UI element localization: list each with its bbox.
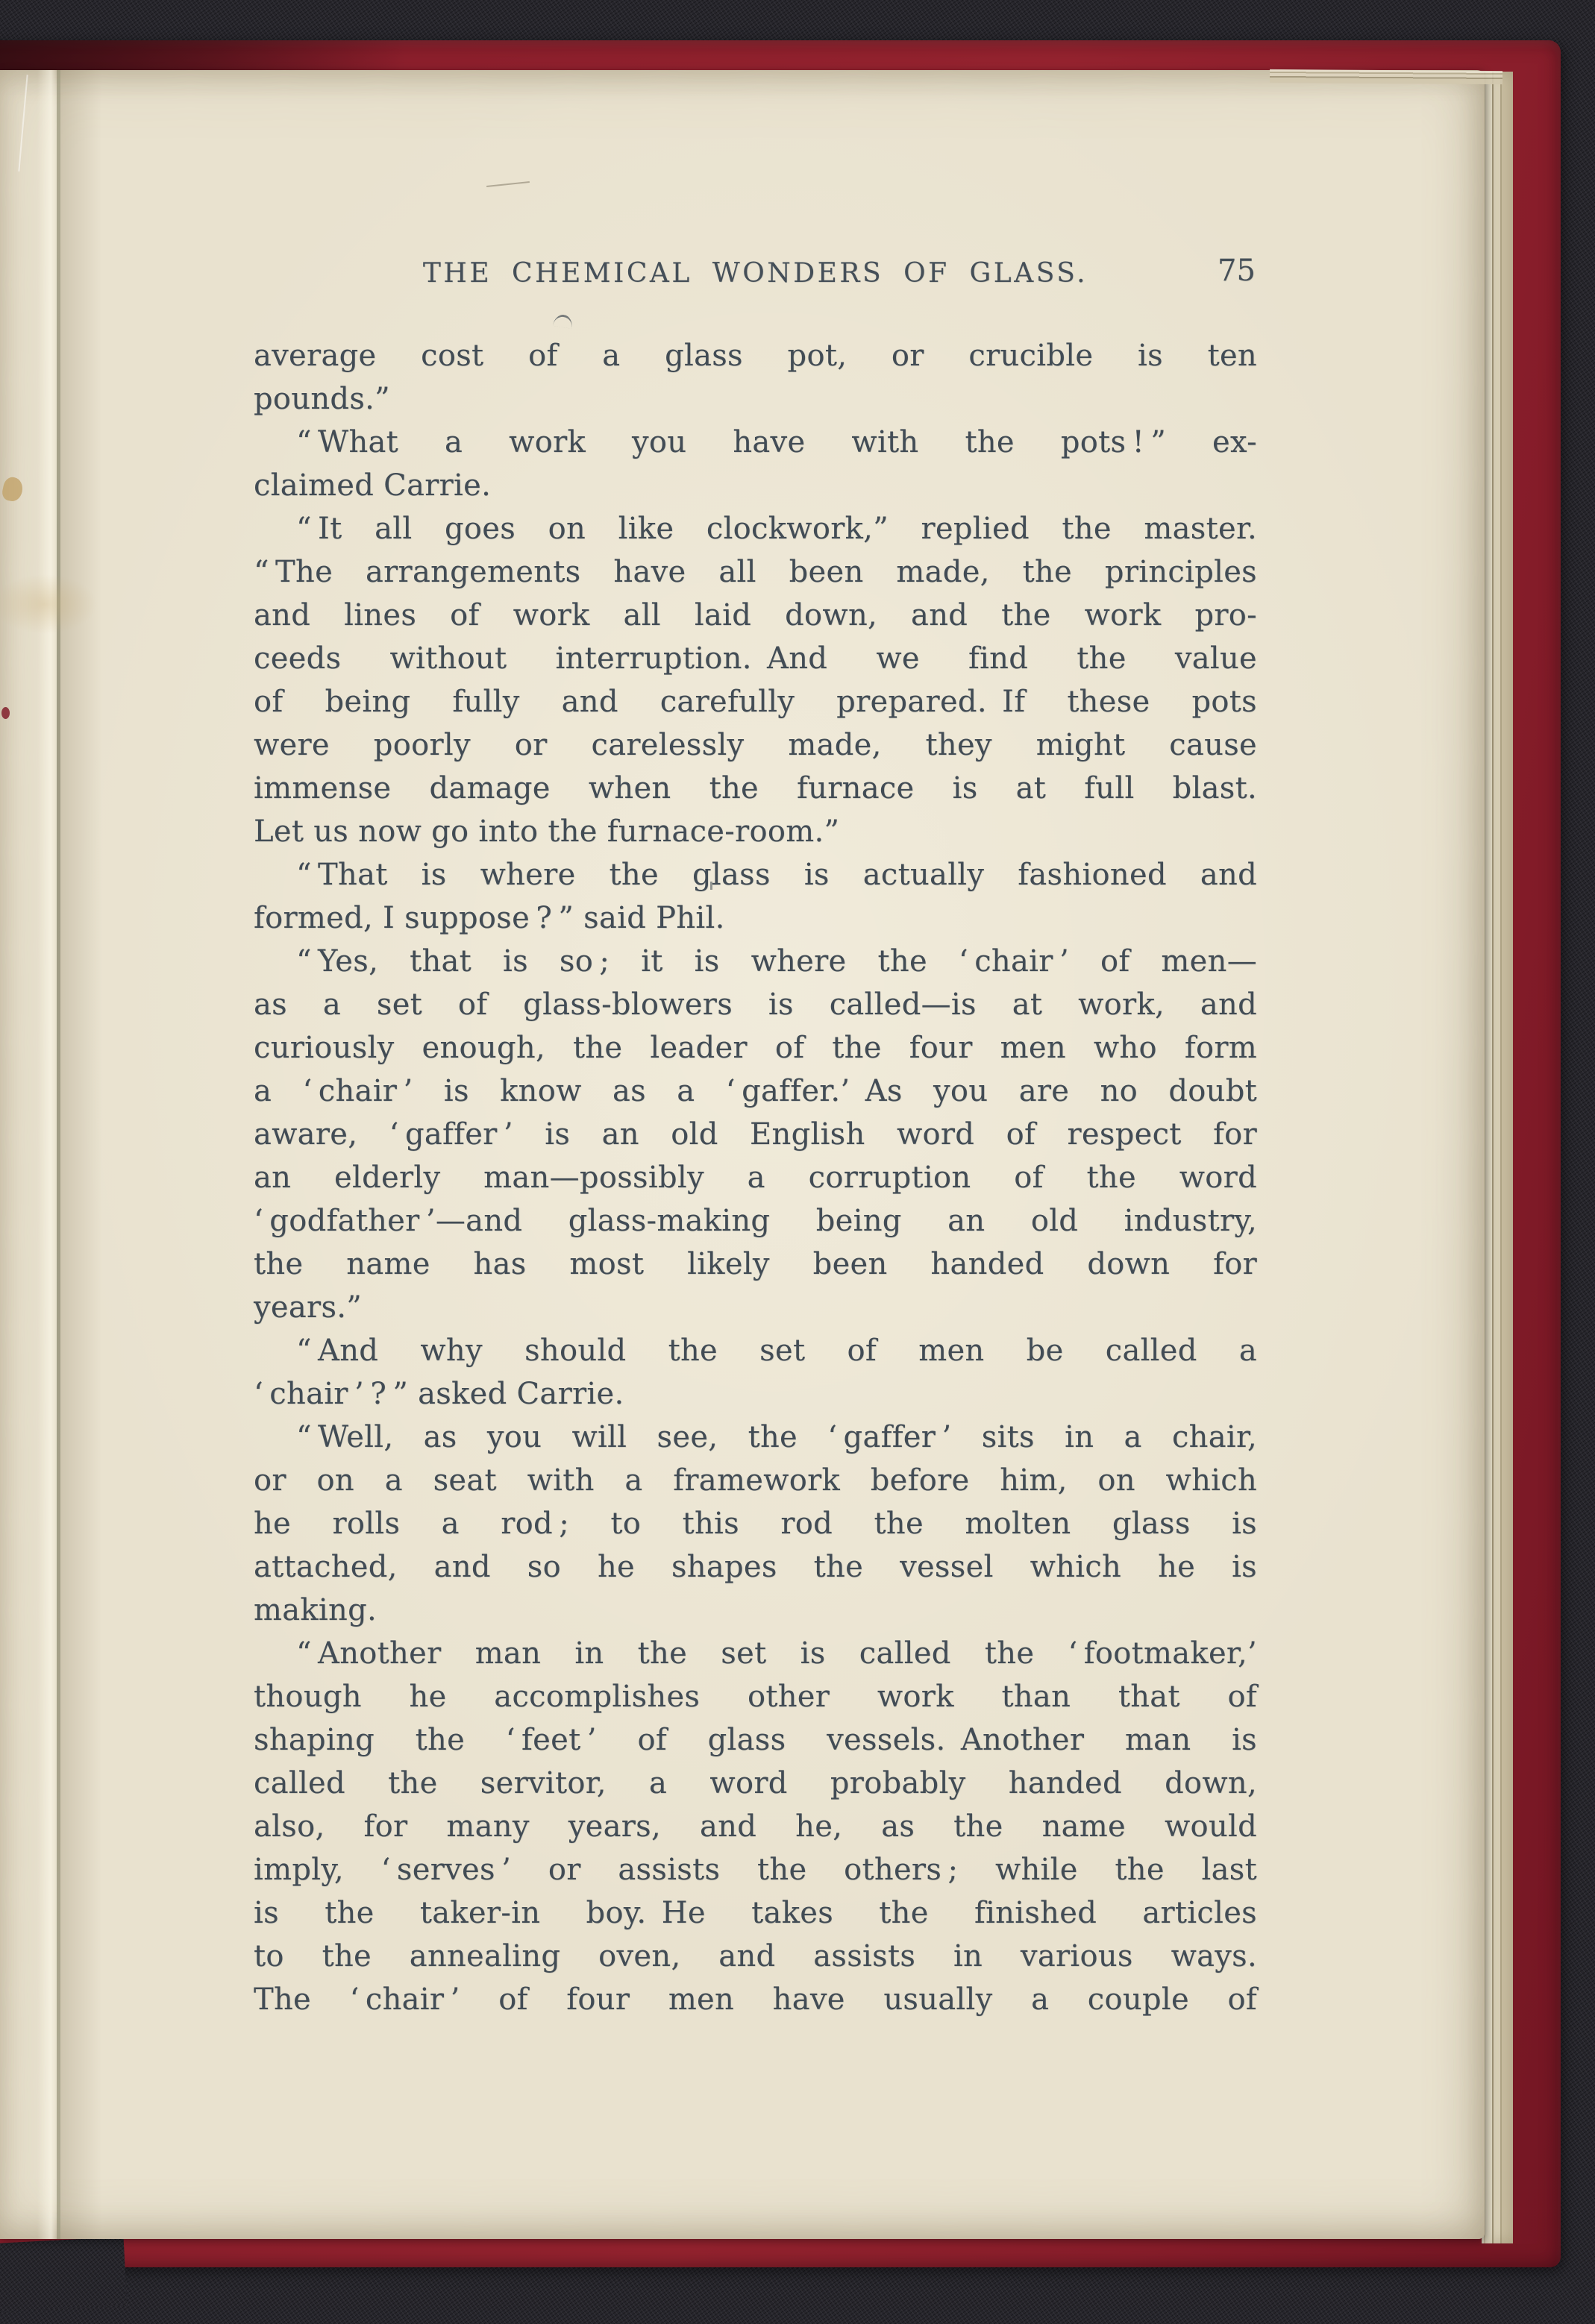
text-line: and lines of work all laid down, and the work pro- bbox=[254, 598, 1257, 632]
text-line: “ And why should the set of men be called a bbox=[296, 1334, 1257, 1368]
text-line: The ‘ chair ’ of four men have usually a couple of bbox=[254, 1982, 1257, 2017]
text-line: “ The arrangements have all been made, the principles bbox=[254, 555, 1257, 589]
page-edges-right bbox=[1482, 72, 1513, 2243]
text-line: were poorly or carelessly made, they might cause bbox=[254, 728, 1257, 762]
text-line: or on a seat with a framework before him, on which bbox=[254, 1463, 1257, 1498]
text-line: making. bbox=[254, 1593, 377, 1627]
text-line: “ Yes, that is so ; it is where the ‘ chair ’ of men— bbox=[296, 944, 1257, 979]
text-line: “ Another man in the set is called the ‘ footmaker,’ bbox=[296, 1636, 1257, 1671]
text-line: “ Well, as you will see, the ‘ gaffer ’ sits in a chair, bbox=[296, 1420, 1257, 1454]
text-line: Let us now go into the furnace-room.” bbox=[254, 814, 840, 849]
text-line: an elderly man—possibly a corruption of the word bbox=[254, 1161, 1257, 1195]
text-line: of being fully and carefully prepared. If these pots bbox=[254, 685, 1257, 719]
gutter-shadow bbox=[60, 70, 102, 2239]
gutter-highlight bbox=[37, 70, 57, 2239]
text-line: as a set of glass-blowers is called—is at work, and bbox=[254, 987, 1257, 1022]
text-line: attached, and so he shapes the vessel which he is bbox=[254, 1550, 1257, 1584]
page-blemish-red-speck bbox=[1, 707, 10, 719]
print-stray-mark bbox=[553, 313, 574, 329]
text-line: called the servitor, a word probably handed down, bbox=[254, 1766, 1257, 1800]
text-line: aware, ‘ gaffer ’ is an old English word of respect for bbox=[254, 1117, 1257, 1152]
text-line: shaping the ‘ feet ’ of glass vessels. Another man is bbox=[254, 1723, 1257, 1757]
text-line: the name has most likely been handed down for bbox=[254, 1247, 1257, 1281]
book-page bbox=[0, 70, 1485, 2239]
text-line: a ‘ chair ’ is know as a ‘ gaffer.’ As you are no doubt bbox=[254, 1074, 1257, 1108]
page-blemish-crack bbox=[18, 75, 28, 172]
text-line: ceeds without interruption. And we find the value bbox=[254, 641, 1257, 676]
text-line: “ It all goes on like clockwork,” replied the master. bbox=[296, 512, 1257, 546]
cloth-corner-wedge bbox=[0, 2237, 127, 2313]
text-line: imply, ‘ serves ’ or assists the others ; while the last bbox=[254, 1853, 1257, 1887]
text-line: is the taker-in boy. He takes the finished articles bbox=[254, 1896, 1257, 1930]
text-line: average cost of a glass pot, or crucible is ten bbox=[254, 339, 1257, 373]
text-line: years.” bbox=[254, 1290, 363, 1325]
text-line: to the annealing oven, and assists in various ways. bbox=[254, 1939, 1257, 1973]
page-number: 75 bbox=[1218, 254, 1256, 288]
text-line: formed, I suppose ? ” said Phil. bbox=[254, 901, 725, 935]
text-line: pounds.” bbox=[254, 382, 390, 416]
text-line: curiously enough, the leader of the four men who form bbox=[254, 1031, 1257, 1065]
page-blemish-scratch bbox=[486, 181, 530, 187]
text-line: “ What a work you have with the pots ! ” ex- bbox=[296, 425, 1257, 459]
running-head bbox=[254, 257, 1257, 293]
text-line: claimed Carrie. bbox=[254, 468, 492, 503]
text-block bbox=[254, 334, 1257, 2021]
text-line: he rolls a rod ; to this rod the molten glass is bbox=[254, 1507, 1257, 1541]
chapter-title: THE CHEMICAL WONDERS OF GLASS. bbox=[422, 258, 1088, 289]
text-line: ‘ godfather ’—and glass-making being an old industry, bbox=[254, 1204, 1257, 1238]
text-line: ‘ chair ’ ? ” asked Carrie. bbox=[254, 1377, 624, 1411]
text-line: also, for many years, and he, as the name would bbox=[254, 1809, 1257, 1844]
text-line: immense damage when the furnace is at full blast. bbox=[254, 771, 1257, 805]
page-blemish-stain bbox=[1, 476, 25, 503]
text-line: “ That is where the glass is actually fashioned and bbox=[296, 858, 1257, 892]
page-edges-top bbox=[1270, 69, 1502, 84]
text-line: though he accomplishes other work than that of bbox=[254, 1680, 1257, 1714]
